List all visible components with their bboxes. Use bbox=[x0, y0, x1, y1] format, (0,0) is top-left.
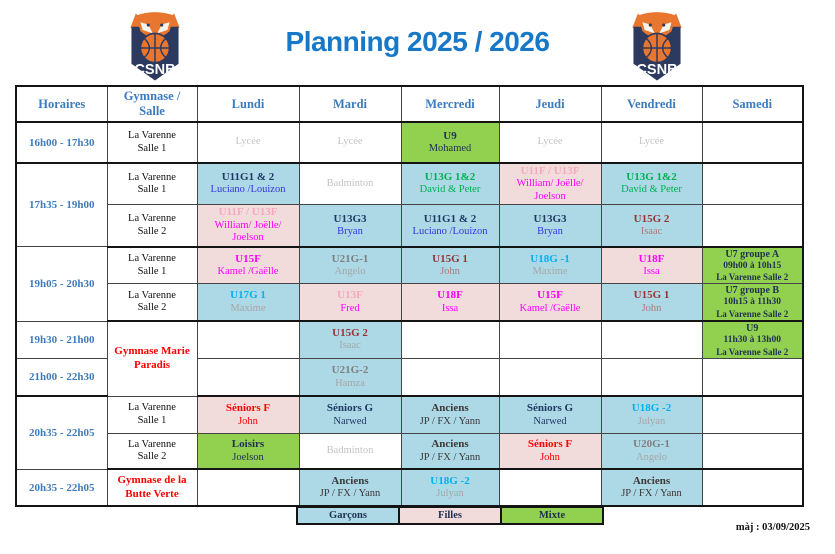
row-19h30 bbox=[16, 321, 803, 358]
cell-r9-samedi bbox=[702, 433, 803, 469]
cell-r1-vendredi: Lycée bbox=[601, 122, 702, 163]
venue-cell: La Varenne Salle 1 bbox=[107, 247, 197, 284]
legend-filles: Filles bbox=[400, 506, 502, 525]
cell-r9-mercredi: Anciens JP / FX / Yann bbox=[401, 433, 499, 469]
cell-r9-jeudi: Séniors F John bbox=[499, 433, 601, 469]
cell-r5-samedi: U7 groupe B 10h15 à 11h30 La Varenne Salle 2 bbox=[702, 284, 803, 321]
venue-cell: La Varenne Salle 2 bbox=[107, 205, 197, 247]
cell-r5-jeudi: U15F Kamel /Gaëlle bbox=[499, 284, 601, 321]
time-cell: 21h00 - 22h30 bbox=[16, 358, 107, 396]
cell-r1-mardi: Lycée bbox=[299, 122, 401, 163]
cell-r6-samedi: U9 11h30 à 13h00 La Varenne Salle 2 bbox=[702, 321, 803, 358]
cell-r3-samedi bbox=[702, 205, 803, 247]
cell-r7-vendredi bbox=[601, 358, 702, 396]
cell-r4-vendredi: U18F Issa bbox=[601, 247, 702, 284]
row-16h00 bbox=[16, 122, 803, 163]
venue-cell: La Varenne Salle 2 bbox=[107, 284, 197, 321]
cell-r3-jeudi: U13G3 Bryan bbox=[499, 205, 601, 247]
cell-r2-jeudi: U11F / U13F William/ Joëlle/ Joelson bbox=[499, 163, 601, 205]
cell-r1-samedi bbox=[702, 122, 803, 163]
logo-text: CSNB bbox=[636, 61, 678, 78]
cell-r3-mercredi: U11G1 & 2 Luciano /Louizon bbox=[401, 205, 499, 247]
time-cell: 19h05 - 20h30 bbox=[16, 247, 107, 321]
col-header-mercredi: Mercredi bbox=[401, 86, 499, 122]
cell-r8-jeudi: Séniors G Narwed bbox=[499, 396, 601, 433]
cell-r5-lundi: U17G 1 Maxime bbox=[197, 284, 299, 321]
cell-r5-vendredi: U15G 1 John bbox=[601, 284, 702, 321]
row-20h35-salle2 bbox=[16, 433, 803, 469]
csnb-logo bbox=[620, 11, 694, 85]
row-17h35-salle1 bbox=[16, 163, 803, 205]
cell-r10-jeudi bbox=[499, 469, 601, 506]
cell-r4-mercredi: U15G 1 John bbox=[401, 247, 499, 284]
updated-date: màj : 03/09/2025 bbox=[735, 522, 810, 533]
time-cell: 20h35 - 22h05 bbox=[16, 396, 107, 469]
col-header-samedi: Samedi bbox=[702, 86, 803, 122]
cell-r8-mercredi: Anciens JP / FX / Yann bbox=[401, 396, 499, 433]
cell-r10-lundi bbox=[197, 469, 299, 506]
cell-r1-mercredi: U9 Mohamed bbox=[401, 122, 499, 163]
cell-r4-mardi: U21G-1 Angelo bbox=[299, 247, 401, 284]
cell-r6-lundi bbox=[197, 321, 299, 358]
cell-r7-mardi: U21G-2 Hamza bbox=[299, 358, 401, 396]
row-19h05-salle1 bbox=[16, 247, 803, 284]
legend-mixte: Mixte bbox=[502, 506, 604, 525]
time-cell: 19h30 - 21h00 bbox=[16, 321, 107, 358]
cell-r5-mercredi: U18F Issa bbox=[401, 284, 499, 321]
cell-r9-mardi: Badminton bbox=[299, 433, 401, 469]
legend bbox=[296, 506, 604, 525]
row-19h05-salle2 bbox=[16, 284, 803, 321]
cell-r9-lundi: Loisirs Joelson bbox=[197, 433, 299, 469]
cell-r3-lundi: U11F / U13F William/ Joëlle/ Joelson bbox=[197, 205, 299, 247]
cell-r8-vendredi: U18G -2 Julyan bbox=[601, 396, 702, 433]
cell-r7-samedi bbox=[702, 358, 803, 396]
row-20h35-salle1 bbox=[16, 396, 803, 433]
cell-r4-samedi: U7 groupe A 09h00 à 10h15 La Varenne Salle 2 bbox=[702, 247, 803, 284]
time-cell: 20h35 - 22h05 bbox=[16, 469, 107, 506]
cell-r2-vendredi: U13G 1&2 David & Peter bbox=[601, 163, 702, 205]
cell-r4-lundi: U15F Kamel /Gaëlle bbox=[197, 247, 299, 284]
cell-r10-mercredi: U18G -2 Julyan bbox=[401, 469, 499, 506]
col-header-lundi: Lundi bbox=[197, 86, 299, 122]
venue-cell: La Varenne Salle 2 bbox=[107, 433, 197, 469]
cell-r8-lundi: Séniors F John bbox=[197, 396, 299, 433]
cell-r10-samedi bbox=[702, 469, 803, 506]
cell-r1-lundi: Lycée bbox=[197, 122, 299, 163]
venue-cell: Gymnase Marie Paradis bbox=[107, 321, 197, 396]
col-header-horaires: Horaires bbox=[16, 86, 107, 122]
cell-r3-mardi: U13G3 Bryan bbox=[299, 205, 401, 247]
legend-garcons: Garçons bbox=[296, 506, 400, 525]
cell-r7-jeudi bbox=[499, 358, 601, 396]
cell-r1-jeudi: Lycée bbox=[499, 122, 601, 163]
cell-r6-mercredi bbox=[401, 321, 499, 358]
venue-cell: Gymnase de la Butte Verte bbox=[107, 469, 197, 506]
cell-r4-jeudi: U18G -1 Maxime bbox=[499, 247, 601, 284]
row-17h35-salle2 bbox=[16, 205, 803, 247]
cell-r7-mercredi bbox=[401, 358, 499, 396]
header-row bbox=[16, 86, 803, 122]
cell-r8-mardi: Séniors G Narwed bbox=[299, 396, 401, 433]
cell-r2-mardi: Badminton bbox=[299, 163, 401, 205]
cell-r3-vendredi: U15G 2 Isaac bbox=[601, 205, 702, 247]
time-cell: 16h00 - 17h30 bbox=[16, 122, 107, 163]
cell-r2-mercredi: U13G 1&2 David & Peter bbox=[401, 163, 499, 205]
cell-r8-samedi bbox=[702, 396, 803, 433]
col-header-mardi: Mardi bbox=[299, 86, 401, 122]
cell-r2-samedi bbox=[702, 163, 803, 205]
page-title: Planning 2025 / 2026 bbox=[285, 26, 550, 57]
cell-r6-mardi: U15G 2 Isaac bbox=[299, 321, 401, 358]
time-cell: 17h35 - 19h00 bbox=[16, 163, 107, 247]
cell-r7-lundi bbox=[197, 358, 299, 396]
venue-cell: La Varenne Salle 1 bbox=[107, 122, 197, 163]
cell-r6-jeudi bbox=[499, 321, 601, 358]
cell-r10-mardi: Anciens JP / FX / Yann bbox=[299, 469, 401, 506]
cell-r6-vendredi bbox=[601, 321, 702, 358]
col-header-jeudi: Jeudi bbox=[499, 86, 601, 122]
cell-r10-vendredi: Anciens JP / FX / Yann bbox=[601, 469, 702, 506]
cell-r2-lundi: U11G1 & 2 Luciano /Louizon bbox=[197, 163, 299, 205]
col-header-gymnase: Gymnase / Salle bbox=[107, 86, 197, 122]
row-butte-verte bbox=[16, 469, 803, 506]
cell-r9-vendredi: U20G-1 Angelo bbox=[601, 433, 702, 469]
cell-r5-mardi: U13F Fred bbox=[299, 284, 401, 321]
logo-text: CSNB bbox=[134, 61, 176, 78]
planning-table bbox=[15, 85, 804, 507]
venue-cell: La Varenne Salle 1 bbox=[107, 396, 197, 433]
col-header-vendredi: Vendredi bbox=[601, 86, 702, 122]
venue-cell: La Varenne Salle 1 bbox=[107, 163, 197, 205]
